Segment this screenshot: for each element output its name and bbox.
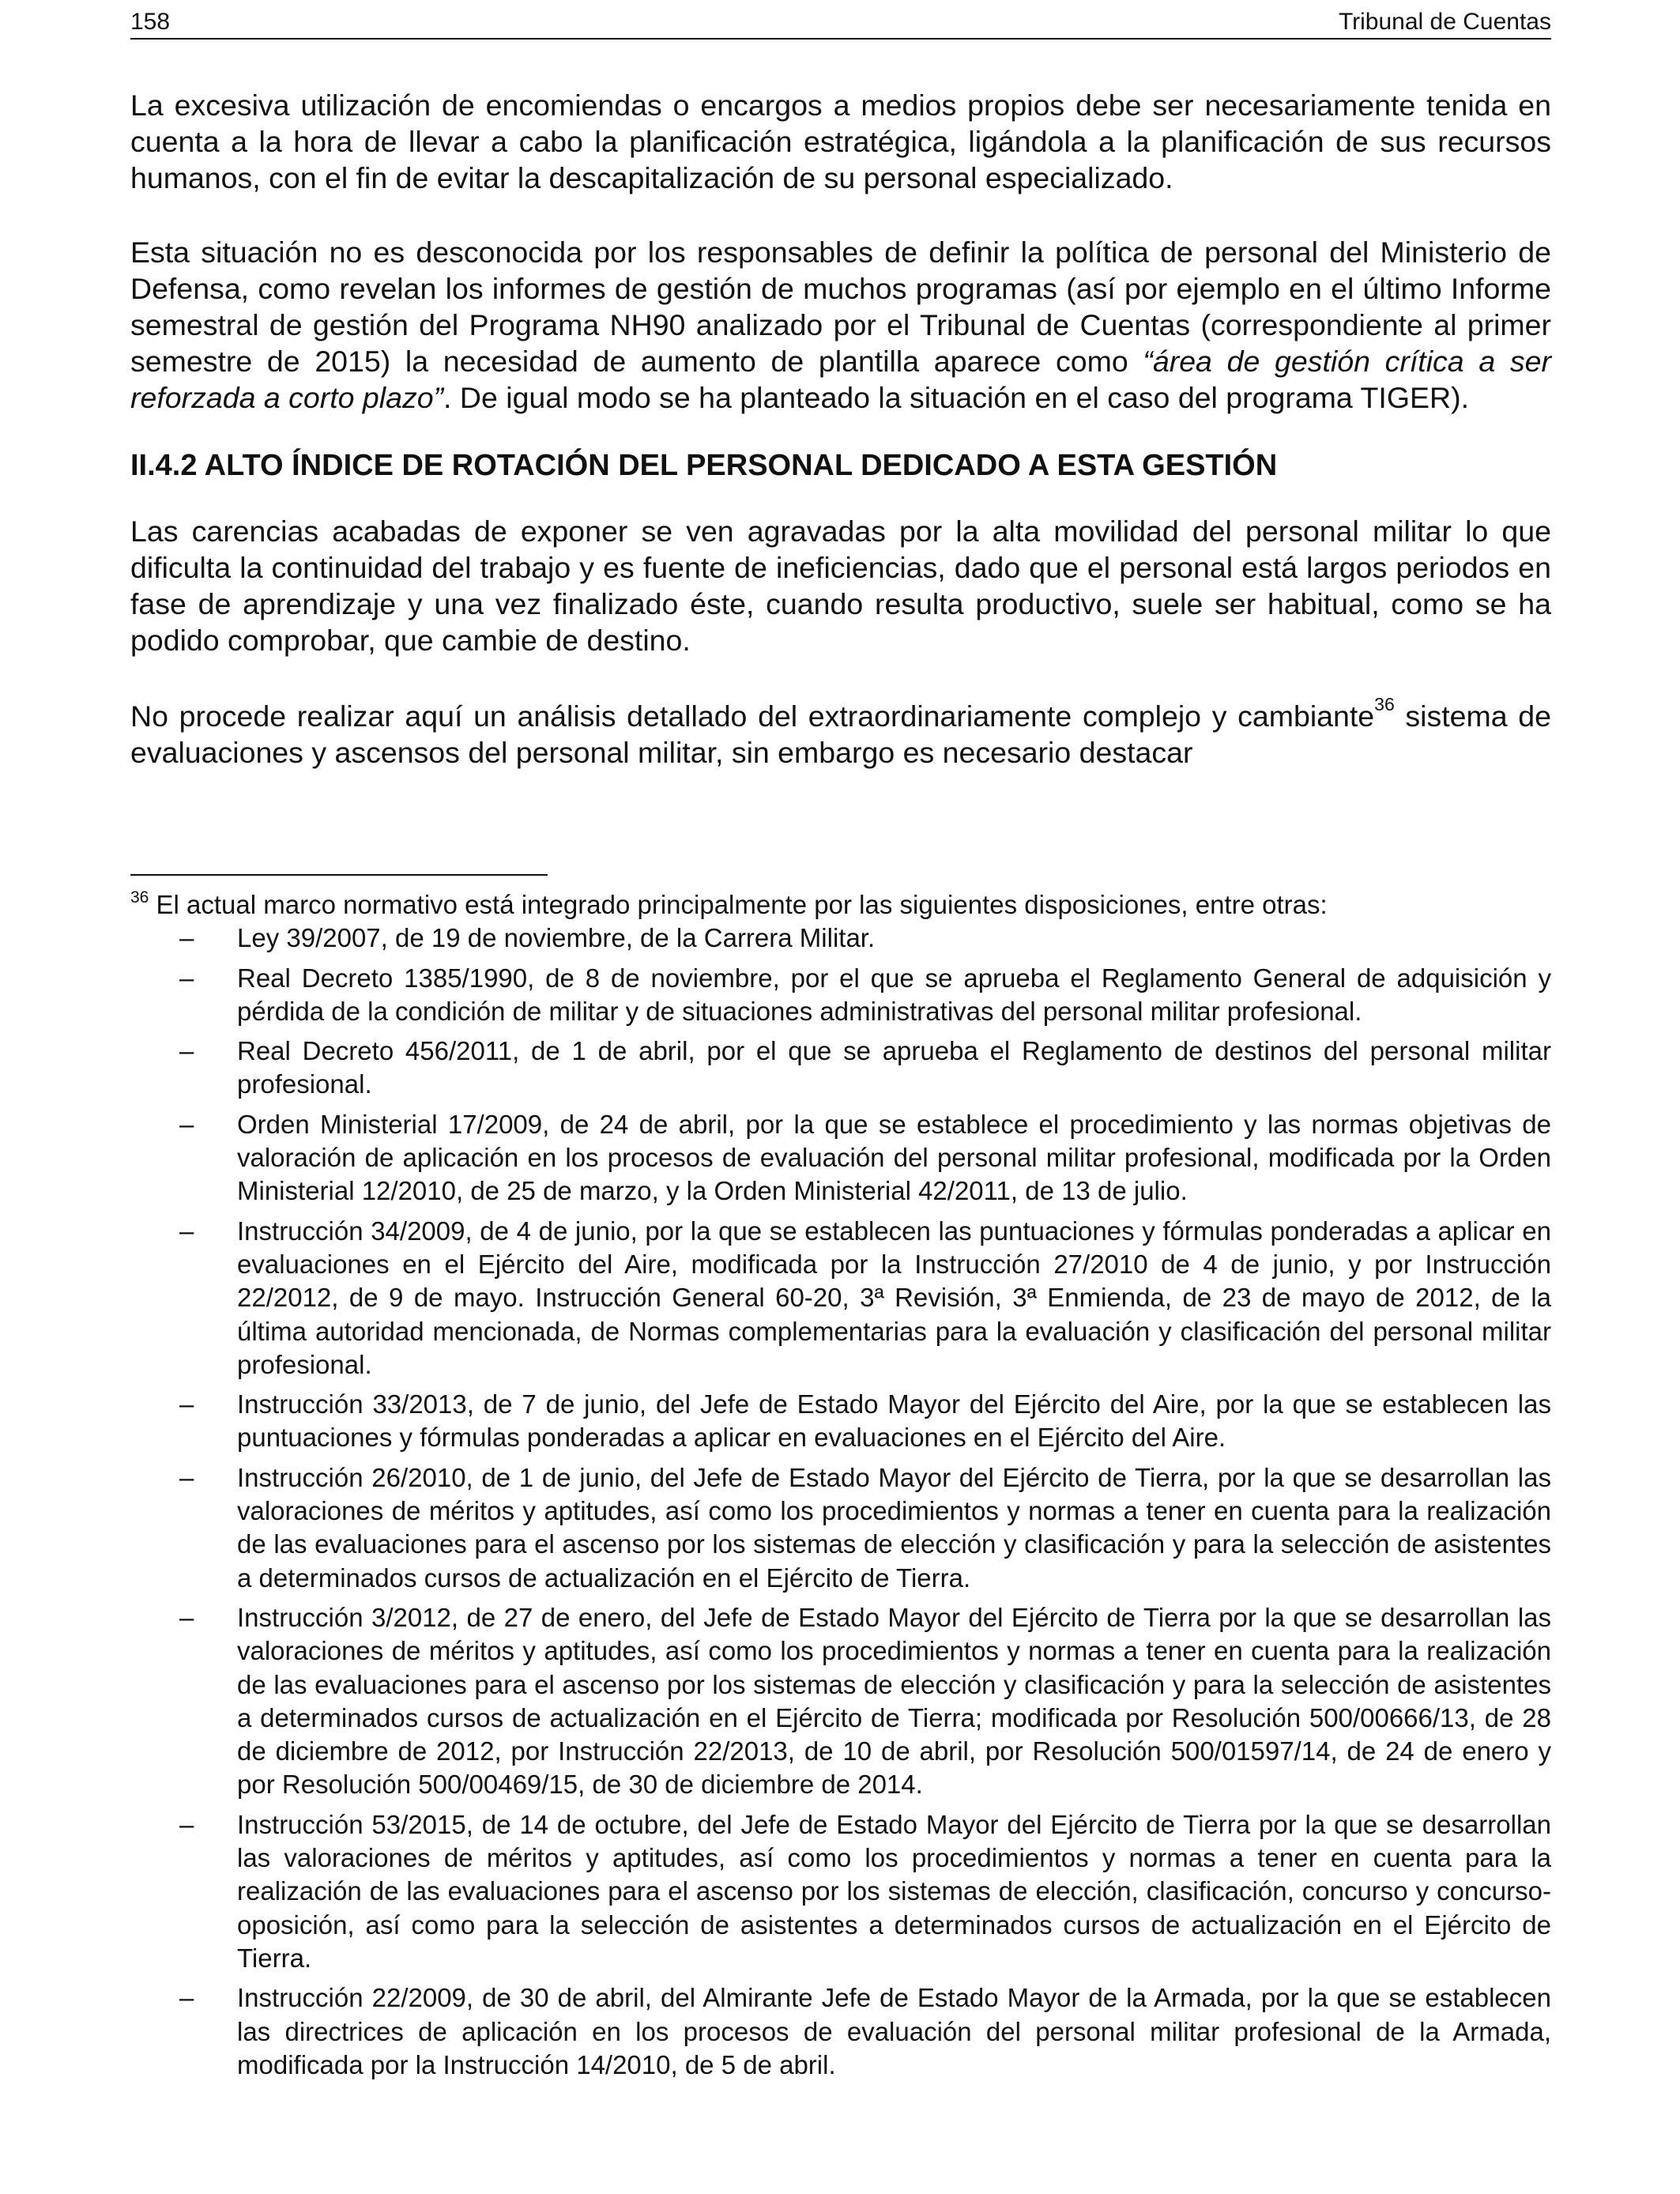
footnote-item-text: Real Decreto 456/2011, de 1 de abril, por el que se aprueba el Reglamento de destinos del personal militar profesional. — [237, 1036, 1551, 1099]
dash-bullet: – — [179, 1809, 194, 1839]
paragraph-text: Esta situación no es desconocida por los responsables de definir la política de personal del Ministerio de Defensa, como revelan los informes de gestión de muchos programas (así por ejemplo en el último Informe semestral de gestión del Programa NH90 analizado por el Tribunal de Cuentas (correspondiente al primer semestre de 2015) la necesidad de aumento de plantilla aparece como — [130, 236, 1551, 378]
quoted-text: “área de gestión crítica a ser reforzada a corto plazo” — [130, 345, 1551, 414]
footnote-item — [130, 1035, 1551, 1102]
footnote-intro — [130, 888, 1551, 922]
footnote-item-text: Orden Ministerial 17/2009, de 24 de abril, por la que se establece el procedimiento y las normas objetivas de valoración de aplicación en los procesos de evaluación del personal militar profesional, modificada por la Orden Ministerial 12/2010, de 25 de marzo, y la Orden Ministerial 42/2011, de 13 de julio. — [237, 1109, 1551, 1206]
footnote-item-text: Instrucción 53/2015, de 14 de octubre, del Jefe de Estado Mayor del Ejército de Tierra por la que se desarrollan las valoraciones de méritos y aptitudes, así como los procedimientos y normas a tener en cuenta para la realización de las evaluaciones para el ascenso por los sistemas de elección, clasificación, concurso y concurso-oposición, así como para la selección de asistentes a determinados cursos de actualización en el Ejército de Tierra. — [237, 1809, 1551, 1973]
paragraph — [130, 694, 1552, 771]
footnote-item — [130, 1601, 1551, 1802]
page-header — [130, 6, 1551, 40]
footnote-item — [130, 1461, 1551, 1595]
footnote-reference[interactable]: 36 — [1374, 694, 1395, 714]
footnote-item-text: Instrucción 33/2013, de 7 de junio, del Jefe de Estado Mayor del Ejército del Aire, por la que se establecen las puntuaciones y fórmulas ponderadas a aplicar en evaluaciones en el Ejército del Aire. — [237, 1389, 1551, 1453]
footnote-item — [130, 1388, 1551, 1455]
footnote-item — [130, 922, 1551, 955]
paragraph-text: . De igual modo se ha planteado la situación en el caso del programa TIGER). — [443, 381, 1470, 414]
footnote-item — [130, 1981, 1551, 2082]
footnote-list — [130, 922, 1551, 2082]
paragraph-text: No procede realizar aquí un análisis detallado del extraordinariamente complejo y cambiante — [130, 699, 1375, 733]
dash-bullet: – — [179, 1602, 194, 1632]
paragraph: La excesiva utilización de encomiendas o encargos a medios propios debe ser necesariamente tenida en cuenta a la hora de llevar a cabo la planificación estratégica, ligándola a la planificación de sus recursos humanos, con el fin de evitar la descapitalización de su personal especializado. — [130, 89, 1551, 194]
paragraph — [130, 234, 1551, 416]
dash-bullet: – — [179, 1983, 194, 2013]
running-title: Tribunal de Cuentas — [1338, 9, 1551, 35]
footnote-intro-text: El actual marco normativo está integrado principalmente por las siguientes disposiciones, entre otras: — [149, 890, 1328, 919]
footnote-separator — [130, 874, 548, 876]
footnote-item — [130, 962, 1551, 1029]
footnote-item-text: Real Decreto 1385/1990, de 8 de noviembre, por el que se aprueba el Reglamento General de adquisición y pérdida de la condición de militar y de situaciones administrativas del personal militar profesional. — [237, 963, 1551, 1026]
dash-bullet: – — [179, 1109, 194, 1139]
footnote-item-text: Ley 39/2007, de 19 de noviembre, de la Carrera Militar. — [237, 923, 876, 953]
footnote-item-text: Instrucción 34/2009, de 4 de junio, por la que se establecen las puntuaciones y fórmulas ponderadas a aplicar en evaluaciones en el Ejército del Aire, modificada por la Instrucción 27/2010 de 4 de junio, y por Instrucción 22/2012, de 9 de mayo. Instrucción General 60-20, 3ª Revisión, 3ª Enmienda, de 23 de mayo de 2012, de la última autoridad mencionada, de Normas complementarias para la evaluación y clasificación del personal militar profesional. — [237, 1216, 1551, 1379]
footnote-item-text: Instrucción 26/2010, de 1 de junio, del Jefe de Estado Mayor del Ejército de Tierra, por la que se desarrollan las valoraciones de méritos y aptitudes, así como los procedimientos y normas a tener en cuenta para la realización de las evaluaciones para el ascenso por los sistemas de elección y clasificación y para la selección de asistentes a determinados cursos de actualización en el Ejército de Tierra. — [237, 1462, 1551, 1593]
page-number: 158 — [130, 9, 171, 35]
footnote-item-text: Instrucción 22/2009, de 30 de abril, del Almirante Jefe de Estado Mayor de la Armada, por la que se establecen las directrices de aplicación en los procesos de evaluación del personal militar profesional de la Armada, modificada por la Instrucción 14/2010, de 5 de abril. — [237, 1983, 1551, 2079]
footnote-number: 36 — [130, 888, 149, 907]
dash-bullet: – — [179, 1036, 194, 1066]
footnote-item — [130, 1215, 1551, 1382]
footnote-section — [130, 888, 1551, 2082]
footnote-item-text: Instrucción 3/2012, de 27 de enero, del Jefe de Estado Mayor del Ejército de Tierra por la que se desarrollan las valoraciones de méritos y aptitudes, así como los procedimientos y normas a tener en cuenta para la realización de las evaluaciones para el ascenso por los sistemas de elección y clasificación y para la selección de asistentes a determinados cursos de actualización en el Ejército de Tierra; modificada por Resolución 500/00666/13, de 28 de diciembre de 2012, por Instrucción 22/2013, de 10 de abril, por Resolución 500/01597/14, de 24 de enero y por Resolución 500/00469/15, de 30 de diciembre de 2014. — [237, 1602, 1551, 1800]
paragraph-text: sistema de evaluaciones y ascensos del personal militar, sin embargo es necesario destacar — [130, 699, 1552, 769]
dash-bullet: – — [179, 1462, 194, 1492]
footnote-item — [130, 1808, 1551, 1975]
dash-bullet: – — [179, 1216, 194, 1246]
dash-bullet: – — [179, 923, 194, 953]
section-heading: II.4.2 ALTO ÍNDICE DE ROTACIÓN DEL PERSONAL DEDICADO A ESTA GESTIÓN — [130, 449, 1278, 482]
footnote-item — [130, 1108, 1551, 1208]
dash-bullet: – — [179, 1389, 194, 1419]
dash-bullet: – — [179, 963, 194, 993]
paragraph: Las carencias acabadas de exponer se ven agravadas por la alta movilidad del personal militar lo que dificulta la continuidad del trabajo y es fuente de ineficiencias, dado que el personal está largos periodos en fase de aprendizaje y una vez finalizado éste, cuando resulta productivo, suele ser habitual, como se ha podido comprobar, que cambie de destino. — [130, 515, 1551, 657]
main-text — [130, 87, 1551, 771]
